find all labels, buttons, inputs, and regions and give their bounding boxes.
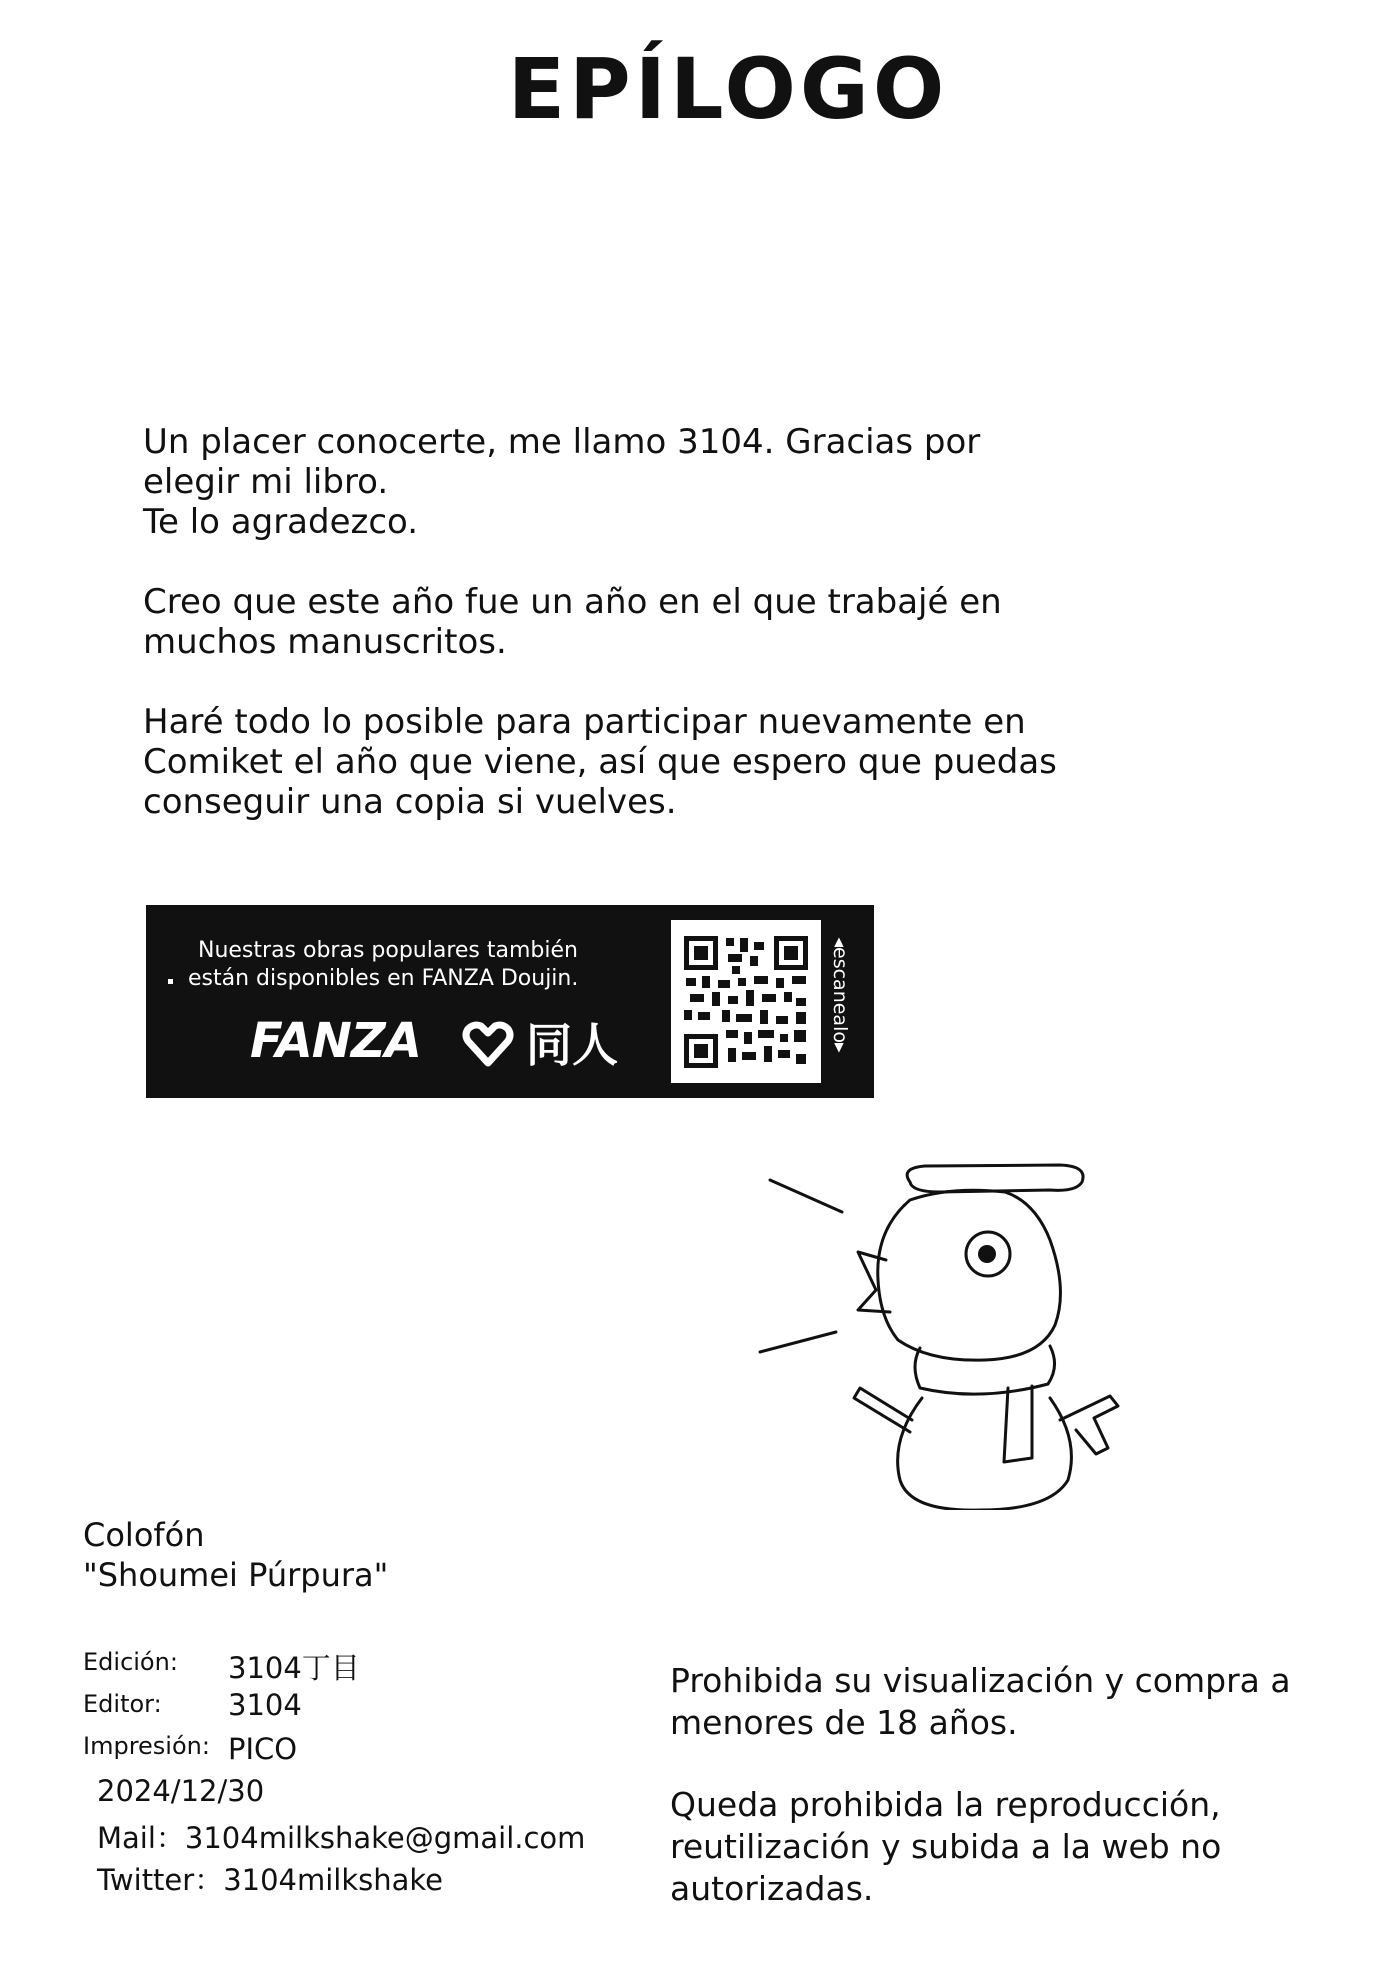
editor-row [83,1688,302,1722]
snowman-illustration [750,1140,1170,1510]
print-row [83,1732,298,1766]
colophon-work-title: "Shoumei Púrpura" [83,1556,389,1594]
notice-age-restriction: Prohibida su visualización y compra a menores de 18 años. [670,1661,1291,1742]
legal-notice [670,1660,1370,1950]
fanza-banner[interactable] [146,905,874,1098]
editor-label: Editor: [83,1690,162,1718]
message-paragraph-3: Haré todo lo posible para participar nuevamente en Comiket el año que viene, así que espero que puedas conseguir una copia si vuelves. [143,702,1057,822]
edition-row [83,1648,360,1685]
print-label: Impresión: [83,1732,210,1760]
message-paragraph-1: Un placer conocerte, me llamo 3104. Gracias por elegir mi libro. Te lo agradezco. [143,422,981,542]
print-date: 2024/12/30 [97,1774,265,1808]
contact-mail[interactable]: Mail：3104milkshake@gmail.com [97,1821,586,1855]
scan-label [822,920,852,1080]
contact-twitter[interactable]: Twitter：3104milkshake [97,1863,444,1897]
colophon-heading: Colofón [83,1516,205,1554]
page-title: EPÍLOGO [507,40,949,138]
qr-code-icon [684,936,808,1068]
banner-line-2: están disponibles en FANZA Doujin. [188,966,579,991]
edition-value: 3104丁目 [228,1651,360,1685]
doujin-logo: 同人 [526,1018,618,1072]
fanza-logo: FANZA [250,1013,421,1069]
colophon [83,1515,388,1595]
author-message [143,422,1083,862]
edition-label: Edición: [83,1648,178,1676]
banner-line-1: Nuestras obras populares también [198,938,578,963]
heart-icon [462,1017,514,1069]
print-value: PICO [228,1732,298,1766]
qr-code[interactable] [671,920,821,1083]
notice-reproduction: Queda prohibida la reproducción, reutilización y subida a la web no autorizadas. [670,1785,1222,1908]
scan-label-text: ◂escanealo▸ [829,937,851,1053]
message-paragraph-2: Creo que este año fue un año en el que trabajé en muchos manuscritos. [143,582,1002,662]
editor-value: 3104 [228,1688,302,1722]
